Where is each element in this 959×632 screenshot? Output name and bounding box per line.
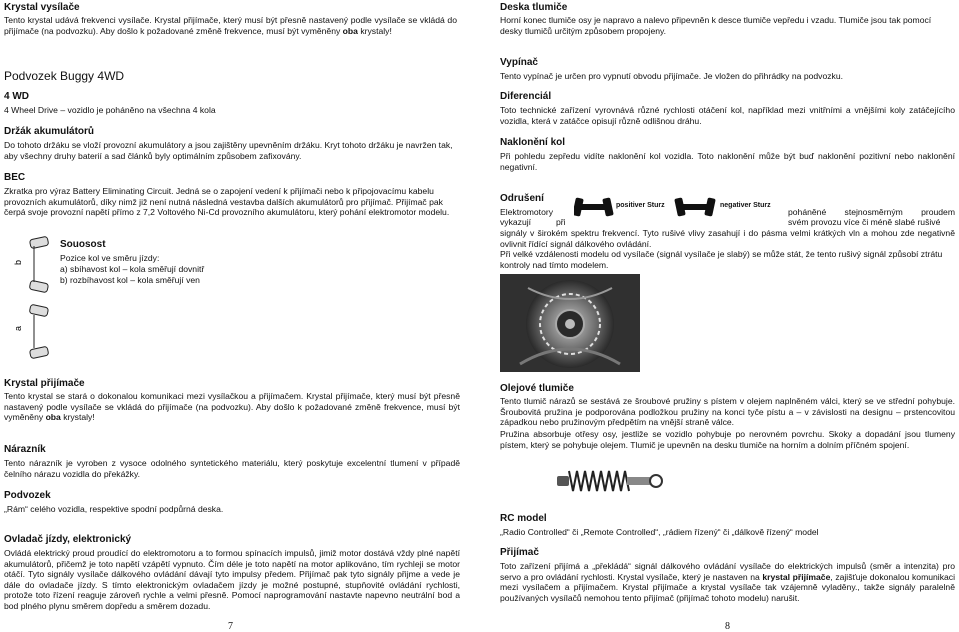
toe-label-b: b xyxy=(13,259,23,265)
toe-line-2: a) sbíhavost kol – kola směřují dovnitř xyxy=(60,264,205,274)
differential-title: Diferenciál xyxy=(500,91,552,102)
switch-text: Tento vypínač je určen pro vypnutí obvodu přijímače. Je vložen do přihrádky na podvozku. xyxy=(500,71,843,81)
page-number-right: 8 xyxy=(725,621,730,632)
toe-alignment-diagram xyxy=(4,236,56,362)
interference-text-2: Při velké vzdálenosti modelu od vysílače (signál vysílače je slabý) se může stát, že tento rušivý signál způsobí ztrátu kontroly nad tímto modelem. xyxy=(500,249,943,270)
toe-line-3: b) rozbíhavost kol – kola směřují ven xyxy=(60,275,200,285)
camber-diagram xyxy=(574,194,774,222)
interference-line2-b: při xyxy=(556,217,566,227)
receiver-crystal-title: Krystal přijímače xyxy=(4,378,85,389)
wd-title: 4 WD xyxy=(4,91,29,102)
positive-camber-illustration xyxy=(574,197,614,216)
negative-camber-illustration xyxy=(674,197,716,216)
shock-tower-text: Horní konec tlumiče osy je napravo a nalevo připevněn k desce tlumiče vepředu i vzadu. Tlumiče jsou tak pomocí desky tlumičů určitým způsobem propojeny. xyxy=(500,15,932,36)
chassis-heading: Podvozek Buggy 4WD xyxy=(4,69,125,83)
positive-camber-label: positiver Sturz xyxy=(616,202,665,209)
page-number-left: 7 xyxy=(228,621,233,632)
transmitter-crystal-text: Tento krystal udává frekvenci vysílače. Krystal přijímače, který musí být přesně nastavený podle vysílače se vkládá do přijímače (na podvozku). Aby došlo k požadované změně frekvence, musí být vyměněny oba krystaly! xyxy=(4,15,457,36)
interference-text: signály v širokém spektru frekvencí. Tyto rušivé vlivy zasahují i do pásma velmi krátkých vln a mohou zde negativně ovlivnit řídící signál dálkového ovládání. xyxy=(500,228,955,249)
switch-title: Vypínač xyxy=(500,57,538,68)
chassis-text: „Rám“ celého vozidla, respektive spodní podpůrná deska. xyxy=(4,504,224,514)
camber-title: Naklonění kol xyxy=(500,137,566,148)
interference-line2-c: svém provozu více či méně slabé rušivé xyxy=(788,217,941,227)
camber-text: Při pohledu zepředu vidíte naklonění kol vozidla. Toto naklonění může být buď naklonění pozitivní nebo naklonění negativní. xyxy=(500,151,955,172)
interference-title: Odrušení xyxy=(500,193,544,204)
toe-title: Souosost xyxy=(60,239,106,250)
transmitter-crystal-title: Krystal vysílače xyxy=(4,2,80,13)
bec-title: BEC xyxy=(4,172,26,183)
battery-holder-title: Držák akumulátorů xyxy=(4,126,95,137)
motor-photo xyxy=(500,274,640,372)
chassis-title: Podvozek xyxy=(4,490,51,501)
receiver-title: Přijímač xyxy=(500,547,539,558)
oil-shock-text-1: Tento tlumič nárazů se sestává ze šroubové pružiny s pístem v olejem naplněném válci, který se ve střední pohybuje. Šroubovitá pružina je podporována podložkou pružiny na konci tyče pístu a – v závislosti na designu – prstencovitou západkou nebo pružinovým předpětím na vnější straně válce. xyxy=(500,396,955,428)
differential-text: Toto technické zařízení vyrovnává různé rychlosti otáčení kol, například mezi vnitřními a vnějšími koly zatáčejícího vozidla, která v zatáčce opisují různě odlišnou dráhu. xyxy=(500,105,955,126)
toe-out-wheels xyxy=(29,236,49,293)
bumper-title: Nárazník xyxy=(4,444,46,455)
toe-in-wheels xyxy=(29,304,49,359)
wd-text: 4 Wheel Drive – vozidlo je poháněno na všechna 4 kola xyxy=(4,105,216,115)
negative-camber-label: negativer Sturz xyxy=(720,202,771,209)
toe-label-a: a xyxy=(13,325,23,331)
rc-model-title: RC model xyxy=(500,513,547,524)
bumper-text: Tento nárazník je vyroben z vysoce odolného syntetického materiálu, který poskytuje excelentní tlumení v případě čelního nárazu vozidla do překážky. xyxy=(4,458,460,479)
interference-line2-a: vykazují xyxy=(500,217,532,227)
interference-line1-a: Elektromotory xyxy=(500,207,554,217)
receiver-crystal-text: Tento krystal se stará o dokonalou komunikaci mezi vysílačkou a přijímačem. Krystal přijímače, který musí být přesně nastavený podle vysílače se vkládá do přijímače (na podvozku). Aby došlo k požadované změně frekvence, musí být vyměněny oba krystaly! xyxy=(4,391,460,423)
oil-shock-title: Olejové tlumiče xyxy=(500,383,574,394)
battery-holder-text: Do tohoto držáku se vloží provozní akumulátory a jsou zajištěny upevněním držáku. Kryt tohoto držáku je navržen tak, aby všechny druhy baterií a sad článků byly optimálním způsobem zafixovány. xyxy=(4,140,453,161)
shock-tower-title: Deska tlumiče xyxy=(500,2,568,13)
shock-absorber-image xyxy=(555,467,665,495)
rc-model-text: „Radio Controlled“ či „Remote Controlled“, „rádiem řízený“ či „dálkově řízený“ model xyxy=(500,527,819,537)
toe-line-1: Pozice kol ve směru jízdy: xyxy=(60,253,160,263)
esc-title: Ovladač jízdy, elektronický xyxy=(4,534,132,545)
bec-text: Zkratka pro výraz Battery Eliminating Circuit. Jedná se o zapojení vedení k přijímači nebo k připojovacímu kabelu provozních akumulátorů, díky nimž již není nutná následná vestavba dalších akumulátorů pro přijímač. Přijímač pak čerpá svoje provozní napětí přímo z 7,2 Voltového Ni-Cd provozního akumulátoru, který pohání elektromotor modelu. xyxy=(4,186,450,218)
receiver-text: Toto zařízení přijímá a „překládá“ signál dálkového ovládání vysílače do elektrických impulsů (směr a intenzita) pro servo a pro ovládání rychlosti. Krystal vysílače, který je nastaven na krystal přijímače, zajišťuje dokonalou komunikaci mezi vysílačem a přijímačem. Krystal přijímače a krystal vysílače tak vzájemně vyladěny., takže signály paralelně používaných vysílačů nemohou tento přijímač (přijímač tohoto modelu) narušit. xyxy=(500,561,955,603)
esc-text: Ovládá elektrický proud proudící do elektromotoru a to formou spínacích impulsů, jimiž motor dostává vždy plné napětí akumulátorů, přičemž je toto napětí vzápětí vypnuto. Čím déle je toto napětí na motor aplikováno, tím rychleji se motor otáčí. Tyto signály vysílače dálkového ovládání dávají tyto impulsy předem. Přijímač pak tyto signály přijme a vede je dále do ovladače jízdy. S tímto elektronickým ovladačem jízdy je možné postupné, stupňovité ovládání rychlosti, protože toto řízení reaguje zároveň rychle a velmi přesně. Pomocí naprogramování nastavte napevno neutrální bod a bod plného plynu směrem dopředu a směrem dozadu. xyxy=(4,548,460,611)
oil-shock-text-2: Pružina absorbuje otřesy osy, jestliže se vozidlo pohybuje po nerovném povrchu. Skoky a dopadání jsou tlumeny pístem, který se pohybuje olejem. Tlumič je upevněn na desku tlumiče na horním a dolním příčném spojení. xyxy=(500,429,955,450)
interference-line1-b: poháněné stejnosměrným proudem xyxy=(788,207,955,217)
